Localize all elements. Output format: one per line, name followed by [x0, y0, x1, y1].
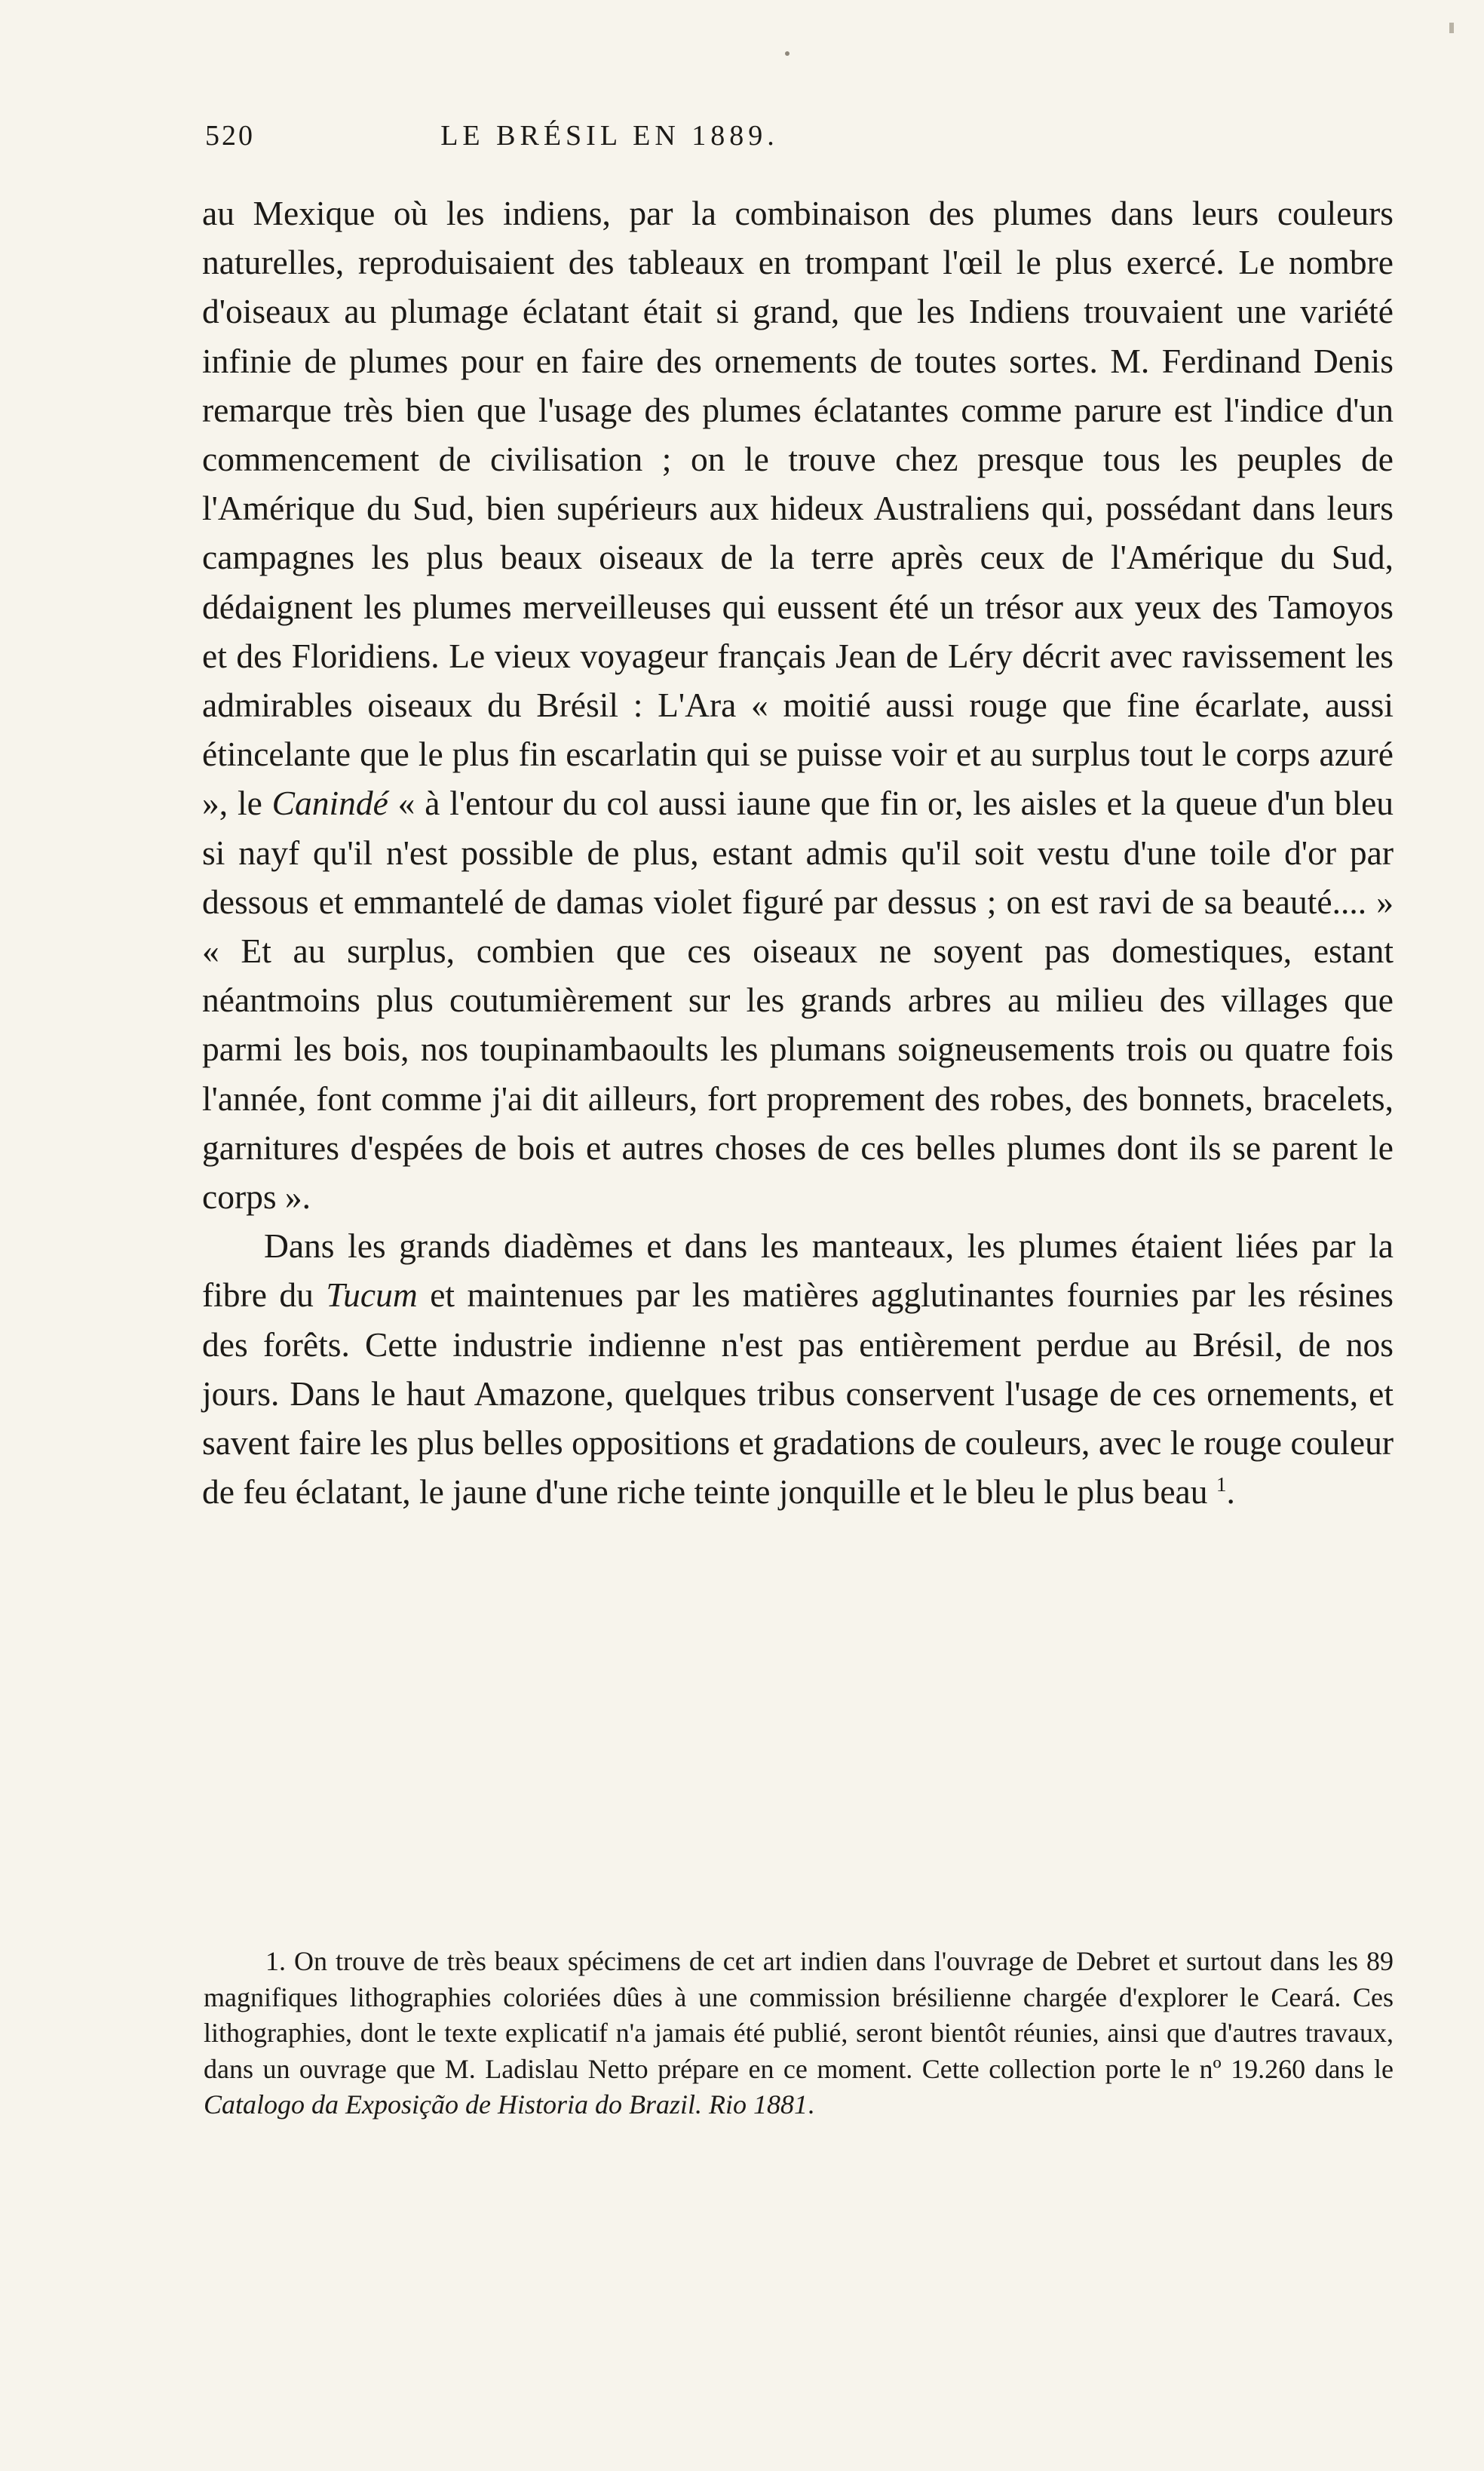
- page-number: 520: [205, 120, 255, 152]
- paragraph-2-end: et maintenues par les matières agglutinantes fournies par les résines des forêts. Cette industrie indienne n'est pas entièrement perdue au Brésil, de nos jours. Dans le haut Amazone, quelques tribus conservent l'usage de ces ornements, et savent faire les plus belles oppositions et gradations de couleurs, avec le rouge couleur de feu éclatant, le jaune d'une riche teinte jonquille et le bleu le plus beau: [202, 1275, 1394, 1512]
- ink-speck: [785, 51, 790, 56]
- body-text: [202, 189, 1394, 1516]
- footnote-section: [204, 1944, 1394, 2123]
- scan-corner-mark: [1449, 23, 1454, 33]
- paragraph-2-start: Dans les grands diadèmes et dans les manteaux, les plumes étaient liées par la fibre du: [202, 1226, 1394, 1315]
- footnote-end: .: [807, 2089, 814, 2120]
- footnote-reference[interactable]: 1: [1216, 1473, 1227, 1496]
- paragraph-1: [202, 189, 1394, 1221]
- paragraph-2-tail: .: [1226, 1472, 1235, 1512]
- page-header: [205, 119, 1014, 164]
- paragraph-2: [202, 1221, 1394, 1516]
- footnote-text: 1. On trouve de très beaux spécimens de cet art indien dans l'ouvrage de Debret et surtout dans les 89 magnifiques lithographies coloriées dûes à une commission brésilienne chargée d'explorer le Ceará. Ces lithographies, dont le texte explicatif n'a jamais été publié, seront bientôt réunies, ainsi que d'autres travaux, dans un ouvrage que M. Ladislau Netto prépare en ce moment. Cette collection porte le nº 19.260 dans le: [204, 1946, 1394, 2084]
- footnote-1: [204, 1944, 1394, 2123]
- paragraph-1-text: au Mexique où les indiens, par la combinaison des plumes dans leurs couleurs naturelles, reproduisaient des tableaux en trompant l'œil le plus exercé. Le nombre d'oiseaux au plumage éclatant était si grand, que les Indiens trouvaient une variété infinie de plumes pour en faire des ornements de toutes sortes. M. Ferdinand Denis remarque très bien que l'usage des plumes éclatantes comme parure est l'indice d'un commencement de civilisation ; on le trouve chez presque tous les peuples de l'Amérique du Sud, bien supérieurs aux hideux Australiens qui, possédant dans leurs campagnes les plus beaux oiseaux de la terre après ceux de l'Amérique du Sud, dédaignent les plumes merveilleuses qui eussent été un trésor aux yeux des Tamoyos et des Floridiens. Le vieux voyageur français Jean de Léry décrit avec ravissement les admirables oiseaux du Brésil : L'Ara « moitié aussi rouge que fine écarlate, aussi étincelante que le plus fin escarlatin qui se puisse voir et au surplus tout le corps azuré », le: [202, 194, 1394, 823]
- running-title: LE BRÉSIL EN 1889.: [440, 120, 779, 152]
- footnote-catalog-title: Catalogo da Exposição de Historia do Brazil. Rio 1881: [204, 2089, 808, 2120]
- paragraph-1-end: « à l'entour du col aussi iaune que fin or, les aisles et la queue d'un bleu si nayf qu'il n'est possible de plus, estant admis qu'il soit vestu d'une toile d'or par dessous et emmantelé de damas violet figuré par dessus ; on est ravi de sa beauté.... » « Et au surplus, combien que ces oiseaux ne soyent pas domestiques, estant néantmoins plus coutumièrement sur les grands arbres au milieu des villages que parmi les bois, nos toupinambaoults les plumans soigneusements trois ou quatre fois l'année, font comme j'ai dit ailleurs, fort proprement des robes, des bonnets, bracelets, garnitures d'espées de bois et autres choses de ces belles plumes dont ils se parent le corps ».: [202, 784, 1394, 1217]
- caninde-term: Canindé: [271, 784, 388, 823]
- tucum-term: Tucum: [326, 1275, 418, 1315]
